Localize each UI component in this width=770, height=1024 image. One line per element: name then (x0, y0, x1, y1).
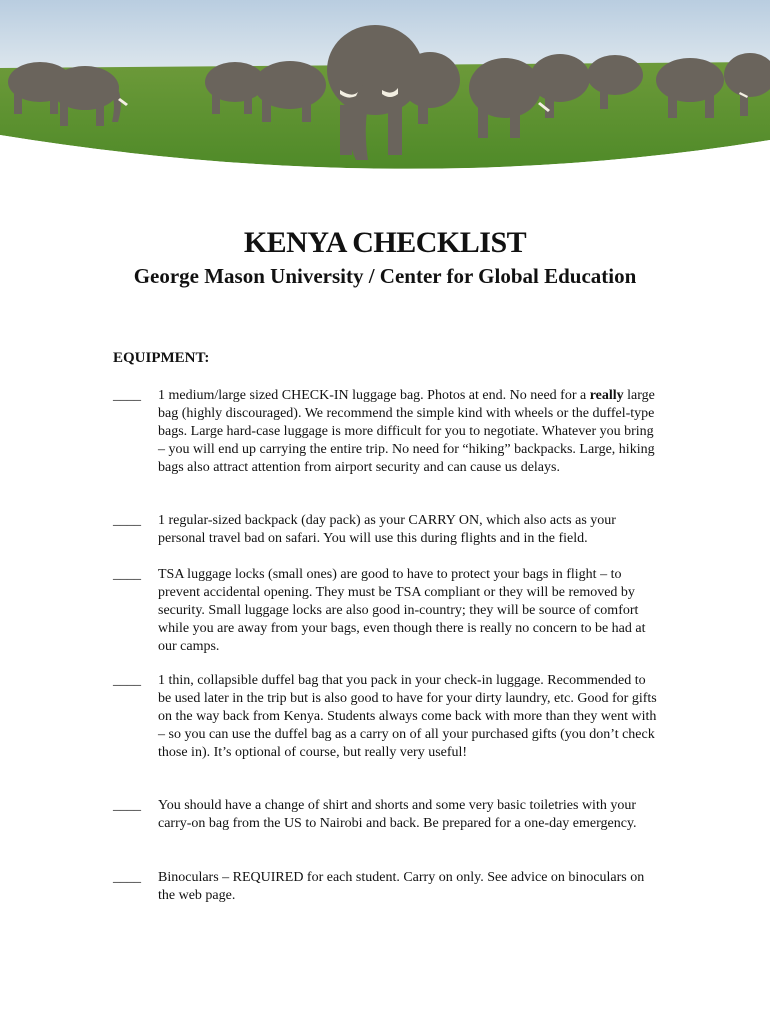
checkbox-blank: ____ (113, 673, 141, 688)
checklist-item-text: 1 thin, collapsible duffel bag that you pack in your check-in luggage. Recommended to be used later in the trip but is also good to have for your dirty laundry, etc. Good for gifts on the way back from Kenya. Students always come back with more than they went with – so you can use the duffel bag as a carry on of all your purchased gifts (you don’t check those in). It’s optional of course, but really very useful! (158, 673, 657, 760)
checkbox-blank: ____ (113, 870, 141, 885)
checklist-item-text: 1 regular-sized backpack (day pack) as your CARRY ON, which also acts as your personal travel bad on safari. You will use this during flights and in the field. (158, 513, 616, 546)
checklist-item-text: Binoculars – REQUIRED for each student. Carry on only. See advice on binoculars on the web page. (158, 870, 645, 903)
checkbox-blank: ____ (113, 798, 141, 813)
page-title: KENYA CHECKLIST (243, 226, 527, 259)
checklist-item (113, 387, 658, 477)
page-subtitle: George Mason University / Center for Global Education (133, 264, 637, 288)
checklist-item (113, 869, 658, 905)
elephant-herd-image (0, 0, 770, 190)
checklist-item (113, 797, 658, 833)
checklist-item (113, 512, 658, 548)
checklist-item (113, 672, 658, 762)
section-heading-equipment: EQUIPMENT: (113, 350, 210, 366)
checklist-item (113, 566, 658, 656)
checklist-item-text: You should have a change of shirt and shorts and some very basic toiletries with your carry-on bag from the US to Nairobi and back. Be prepared for a one-day emergency. (158, 798, 637, 831)
checklist-item-text: TSA luggage locks (small ones) are good to have to protect your bags in flight – to prevent accidental opening. They must be TSA compliant or they will be removed by security. Small luggage locks are also good in-country; they will be source of comfort while you are away from your bags, even though there is really no concern to be had at our camps. (158, 567, 646, 654)
checkbox-blank: ____ (113, 567, 141, 582)
checkbox-blank: ____ (113, 513, 141, 528)
header-banner (0, 0, 770, 190)
checklist-item-text: 1 medium/large sized CHECK-IN luggage bag. Photos at end. No need for a really large bag (highly discouraged). We recommend the simple kind with wheels or the duffel-type bags. Large hard-case luggage is more difficult for you to negotiate. Whatever you bring – you will end up carrying the entire trip. No need for “hiking” backpacks. Large, hiking bags also attract attention from airport security and can cause us delays. (158, 388, 655, 475)
checkbox-blank: ____ (113, 388, 141, 403)
